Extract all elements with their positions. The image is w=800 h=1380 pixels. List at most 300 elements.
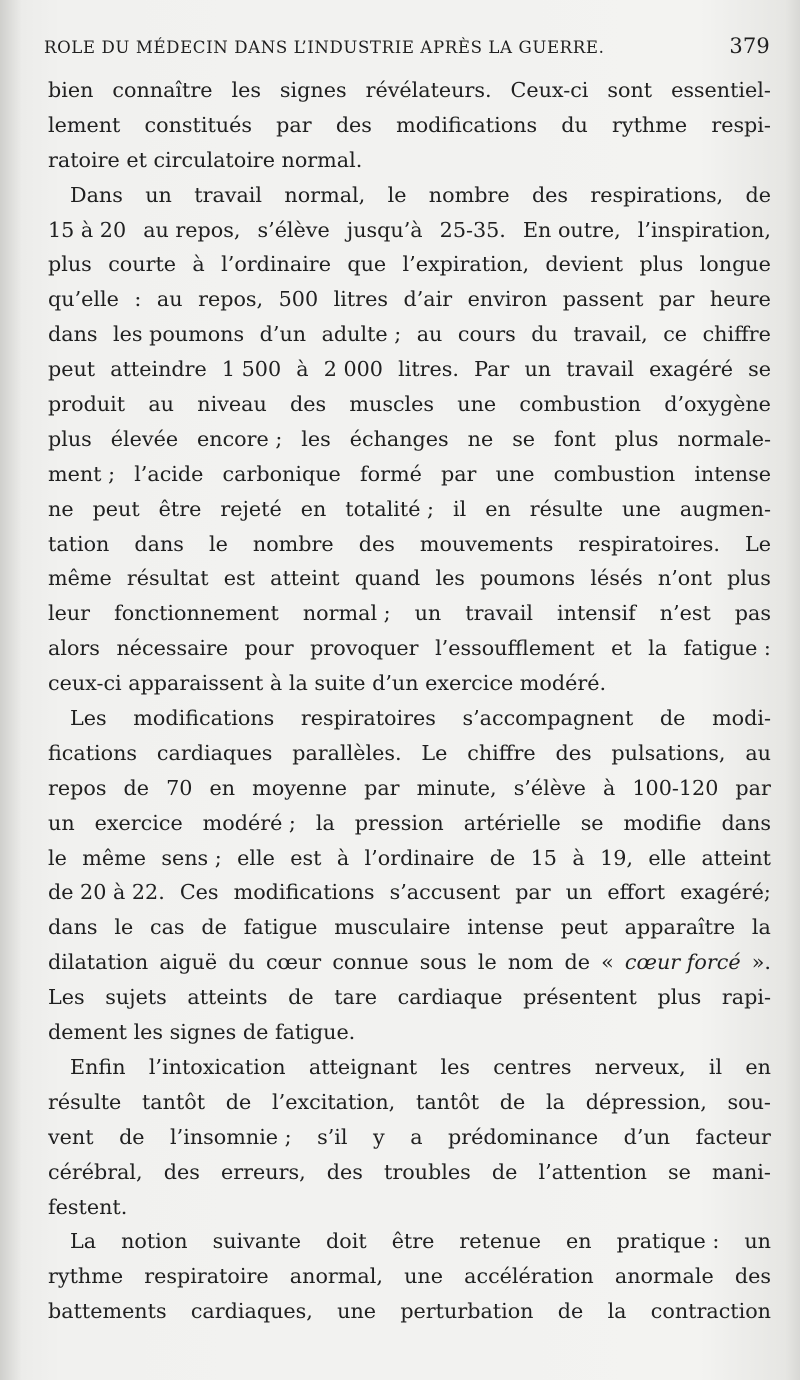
word: il: [708, 1054, 723, 1079]
word: atteint: [701, 845, 771, 870]
word: font: [554, 426, 596, 451]
word: centres: [493, 1054, 572, 1079]
word: est: [290, 845, 322, 870]
word: le: [477, 950, 497, 975]
word: d’un: [259, 322, 307, 347]
word: atteint: [270, 566, 340, 591]
word: au: [745, 740, 771, 765]
word-gap: [122, 666, 129, 701]
word: tation: [48, 531, 110, 556]
word: dépression,: [585, 1089, 707, 1114]
word: modéré ;: [202, 810, 296, 835]
word: se: [668, 1159, 691, 1184]
word: cours: [457, 322, 516, 347]
word: de: [557, 1299, 584, 1324]
word: nombre: [252, 531, 334, 556]
word: que: [347, 252, 387, 277]
word: en: [300, 496, 327, 521]
word: modifications: [396, 112, 538, 137]
word: de: [201, 915, 227, 940]
word: à: [296, 357, 309, 382]
word: heure: [709, 287, 771, 312]
word: exagéré: [649, 357, 734, 382]
word: exercice: [425, 671, 514, 696]
word: La: [70, 1229, 97, 1254]
word: Les: [48, 985, 85, 1010]
word: en: [485, 496, 511, 521]
word: ne: [48, 496, 74, 521]
text-line: [48, 73, 771, 108]
word: les: [301, 426, 331, 451]
word: des: [734, 1264, 771, 1289]
word: des: [290, 392, 327, 417]
word: pas: [734, 601, 771, 626]
word: sujets: [105, 985, 167, 1010]
word: se: [580, 810, 604, 835]
word: de: [491, 1159, 518, 1184]
text-line: [48, 352, 771, 387]
word: d’oxygène: [664, 392, 771, 417]
word: 1 500: [221, 357, 282, 382]
word: muscles: [349, 392, 435, 417]
word: du: [228, 950, 255, 975]
word: plus: [657, 985, 702, 1010]
word: cœur forcé: [624, 950, 741, 975]
word: 100-120: [632, 775, 719, 800]
word-gap: [263, 666, 270, 701]
word: totalité ;: [345, 496, 435, 521]
word: modéré.: [519, 671, 607, 696]
word: parallèles.: [292, 740, 402, 765]
page-number: 379: [729, 34, 770, 58]
word: il: [453, 496, 467, 521]
word: ».: [751, 950, 771, 975]
word: augmen-: [679, 496, 771, 521]
word: effort: [607, 880, 666, 905]
word: Le: [421, 740, 448, 765]
word: un: [524, 357, 552, 382]
word: de: [499, 1089, 526, 1114]
word: fatigue: [243, 915, 318, 940]
word: du: [531, 322, 558, 347]
word: circulatoire: [153, 147, 275, 172]
word: ne: [467, 426, 494, 451]
word: intense: [694, 461, 771, 486]
word: pratique :: [616, 1229, 720, 1254]
word: artérielle: [463, 810, 561, 835]
word: signes: [169, 1020, 237, 1045]
word: des: [358, 531, 395, 556]
word: plus: [727, 566, 771, 591]
word: la: [288, 671, 308, 696]
word: travail: [194, 182, 263, 207]
word: encore ;: [197, 426, 283, 451]
word: environ: [467, 287, 548, 312]
word: le: [208, 531, 228, 556]
word: nombre: [428, 182, 510, 207]
word: apparaissent: [128, 671, 264, 696]
word: des: [335, 112, 372, 137]
word: leur: [48, 601, 91, 626]
word: cardiaques,: [190, 1299, 313, 1324]
word: le: [387, 182, 407, 207]
word: en: [565, 1229, 592, 1254]
word: d’air: [403, 287, 453, 312]
word: l’ordinaire: [364, 845, 475, 870]
word: :: [134, 287, 142, 312]
word: est: [223, 566, 255, 591]
word: plus: [614, 426, 659, 451]
word: modifie: [623, 810, 702, 835]
word: 15: [530, 845, 557, 870]
text-line: [48, 1259, 771, 1294]
word: par: [364, 775, 400, 800]
text-line: [48, 910, 771, 945]
text-line: [48, 980, 771, 1015]
word: être: [158, 496, 202, 521]
word: de: [745, 182, 771, 207]
word: dilatation: [48, 950, 149, 975]
word: à: [269, 671, 283, 696]
word: tantôt: [416, 1089, 480, 1114]
word: respi-: [711, 112, 771, 137]
text-line: [48, 806, 771, 841]
word: les: [231, 78, 261, 102]
word: poumons: [480, 566, 576, 591]
text-line: [48, 1085, 771, 1120]
word: respiratoire: [144, 1264, 269, 1289]
word: retenue: [459, 1229, 541, 1254]
word-gap: [419, 666, 426, 701]
word: ce: [663, 322, 688, 347]
word: longue: [699, 252, 771, 277]
word: peut: [48, 357, 96, 382]
word: de: [123, 775, 150, 800]
word: des: [326, 1159, 363, 1184]
word-gap: [147, 143, 154, 178]
word: ment ;: [48, 461, 116, 486]
word: à: [572, 845, 585, 870]
word: l’essoufflement: [435, 636, 595, 661]
word: battements: [48, 1299, 167, 1324]
word: normal,: [284, 182, 366, 207]
word: l’excitation,: [272, 1089, 396, 1114]
word: aiguë: [159, 950, 218, 975]
word: cardiaque: [397, 985, 503, 1010]
word: révélateurs.: [365, 78, 492, 102]
running-title: ROLE DU MÉDECIN DANS L’INDUSTRIE APRÈS LA GUERRE.: [44, 38, 605, 57]
word: échanges: [349, 426, 449, 451]
word: accélération: [464, 1264, 594, 1289]
text-line: [48, 666, 771, 701]
word: un: [145, 182, 172, 207]
word: respirations,: [590, 182, 724, 207]
word: prédominance: [448, 1124, 599, 1149]
word: rythme: [612, 112, 688, 137]
word: de: [659, 706, 686, 731]
word: l’acide: [134, 461, 204, 486]
word: mouvements: [419, 531, 554, 556]
word: apparaître: [624, 915, 736, 940]
word: Ces: [179, 880, 219, 905]
word: les: [133, 1020, 164, 1045]
word: signes: [279, 78, 347, 102]
word: pression: [354, 810, 444, 835]
word: respiratoires.: [578, 531, 720, 556]
word: rythme: [48, 1264, 124, 1289]
word: résulte: [529, 496, 604, 521]
word: le: [48, 845, 67, 870]
word: elle: [648, 845, 687, 870]
word: Enfin: [70, 1054, 126, 1079]
word: peut: [560, 915, 608, 940]
word: fatigue :: [683, 636, 771, 661]
text-line: [48, 1224, 771, 1259]
word: dans: [721, 810, 771, 835]
word: dans: [134, 531, 184, 556]
word: anormal,: [289, 1264, 383, 1289]
word: litres.: [398, 357, 459, 382]
word: de 20 à 22.: [48, 880, 165, 905]
word: élevée: [110, 426, 179, 451]
text-line: [48, 422, 771, 457]
word: l’intoxication: [148, 1054, 286, 1079]
word: 70: [166, 775, 193, 800]
word: niveau: [197, 392, 267, 417]
word: une: [457, 392, 497, 417]
word: dement: [48, 1020, 127, 1045]
word: troubles: [384, 1159, 471, 1184]
word: la: [546, 1089, 565, 1114]
word: de: [288, 985, 314, 1010]
word-gap: [127, 1015, 134, 1050]
word: l’ordinaire: [221, 252, 331, 277]
word: se: [512, 426, 536, 451]
word: Le: [744, 531, 771, 556]
word: cardiaques: [156, 740, 273, 765]
word: même: [48, 566, 112, 591]
word: de: [225, 1089, 252, 1114]
word: une: [495, 461, 535, 486]
word: anormale: [614, 1264, 714, 1289]
word: Les: [70, 706, 107, 731]
word-gap: [268, 1015, 275, 1050]
body-text: [48, 73, 771, 1329]
word: a: [410, 1124, 423, 1149]
word: à: [602, 775, 616, 800]
word: 25-35.: [439, 217, 506, 242]
word: s’accusent: [389, 880, 501, 905]
word: présentent: [523, 985, 637, 1010]
word: être: [391, 1229, 435, 1254]
word: plus: [48, 426, 92, 451]
word: dans: [48, 915, 98, 940]
word: et: [611, 636, 632, 661]
word: l’attention: [538, 1159, 647, 1184]
word: respiratoires: [300, 706, 436, 731]
text-line: [48, 247, 771, 282]
word: cas: [150, 915, 185, 940]
word: nécessaire: [116, 636, 229, 661]
word: au: [416, 322, 443, 347]
word: moyenne: [252, 775, 348, 800]
text-line: [48, 527, 771, 562]
word: musculaire: [334, 915, 451, 940]
word: fonctionnement: [114, 601, 279, 626]
word: suite: [314, 671, 366, 696]
word: elle: [237, 845, 275, 870]
word: courte: [108, 252, 177, 277]
word: par: [276, 112, 312, 137]
word: fatigue.: [274, 1020, 356, 1045]
word: de: [489, 845, 516, 870]
word: bien: [48, 78, 94, 102]
word: un: [48, 810, 75, 835]
word: l’inspiration,: [637, 217, 771, 242]
text-line: [48, 1294, 771, 1329]
word: au: [156, 287, 183, 312]
word: même: [82, 845, 146, 870]
word: perturbation: [400, 1299, 534, 1324]
word: en: [209, 775, 236, 800]
word: formé: [359, 461, 422, 486]
text-line: [48, 631, 771, 666]
word: résulte: [48, 1089, 122, 1114]
word: se: [748, 357, 771, 382]
word: travail,: [573, 322, 648, 347]
word: cérébral,: [48, 1159, 143, 1184]
word: ratoire: [48, 147, 120, 172]
word-gap: [275, 143, 282, 178]
word: au: [148, 392, 175, 417]
word: nom: [507, 950, 554, 975]
word: plus: [639, 252, 684, 277]
word: modi-: [712, 706, 771, 731]
text-line: [48, 143, 771, 178]
word: une: [404, 1264, 443, 1289]
word: les poumons: [113, 322, 245, 347]
word: des: [163, 1159, 200, 1184]
word: rejeté: [220, 496, 282, 521]
word: par: [658, 287, 695, 312]
word: le: [114, 915, 134, 940]
word: suivante: [212, 1229, 302, 1254]
word: des: [531, 182, 569, 207]
word: travail: [465, 601, 534, 626]
word: Ceux-ci: [510, 78, 589, 102]
word: sont: [607, 78, 653, 102]
text-line: [48, 701, 771, 736]
word: s’élève: [513, 775, 586, 800]
text-line: [48, 457, 771, 492]
text-line: [48, 282, 771, 317]
word: modifications: [133, 706, 275, 731]
word: plus: [48, 252, 92, 277]
word-gap: [282, 666, 289, 701]
word: erreurs,: [220, 1159, 306, 1184]
word: En outre,: [522, 217, 621, 242]
word: 19,: [600, 845, 633, 870]
word: litres: [333, 287, 388, 312]
word: constitués: [144, 112, 252, 137]
word: à: [336, 845, 350, 870]
word: exagéré;: [680, 880, 771, 905]
word: passent: [562, 287, 644, 312]
word: sous: [419, 950, 467, 975]
running-head: [44, 34, 770, 62]
text-line: [48, 387, 771, 422]
word: l’insomnie ;: [170, 1124, 292, 1149]
word: par: [735, 775, 771, 800]
word: s’il: [317, 1124, 348, 1149]
word: atteignant: [308, 1054, 418, 1079]
word: en: [745, 1054, 771, 1079]
word: un: [565, 880, 593, 905]
word: combustion: [519, 392, 641, 417]
word: peut: [92, 496, 140, 521]
word: la: [648, 636, 668, 661]
word: nerveux,: [594, 1054, 686, 1079]
word: connaître: [112, 78, 213, 102]
text-line: [48, 1155, 771, 1190]
word: «: [601, 950, 614, 975]
word: essentiel-: [671, 78, 771, 102]
text-line: [48, 771, 771, 806]
word: de: [119, 1124, 145, 1149]
word: les: [440, 1054, 470, 1079]
word: modifications: [233, 880, 375, 905]
word: intense: [467, 915, 544, 940]
text-line: [48, 596, 771, 631]
word: une: [337, 1299, 377, 1324]
word: mani-: [712, 1159, 771, 1184]
word: repos,: [198, 287, 264, 312]
word: connue: [332, 950, 409, 975]
word-gap: [366, 666, 373, 701]
word: 2 000: [323, 357, 383, 382]
word-gap: [308, 666, 315, 701]
word: la: [607, 1299, 627, 1324]
word: lésés: [590, 566, 643, 591]
word: dans: [48, 322, 98, 347]
word: par: [440, 461, 477, 486]
word: au repos,: [143, 217, 241, 242]
word: festent.: [48, 1194, 128, 1219]
word: notion: [121, 1229, 188, 1254]
text-line: [48, 1050, 771, 1085]
word: alors: [48, 636, 100, 661]
word: qu’elle: [48, 287, 119, 312]
word: un: [414, 601, 442, 626]
word: du: [561, 112, 588, 137]
word-gap: [163, 1015, 170, 1050]
word: travail: [566, 357, 635, 382]
word: des: [555, 740, 592, 765]
word: devient: [545, 252, 624, 277]
word: exercice: [94, 810, 183, 835]
text-line: [48, 841, 771, 876]
word: atteints: [187, 985, 268, 1010]
word: y: [373, 1124, 385, 1149]
word: rapi-: [721, 985, 771, 1010]
text-line: [48, 875, 771, 910]
word: sens ;: [161, 845, 222, 870]
word: minute,: [416, 775, 497, 800]
word: par: [515, 880, 551, 905]
word: chiffre: [467, 740, 536, 765]
text-line: [48, 213, 771, 248]
word: intensif: [557, 601, 636, 626]
